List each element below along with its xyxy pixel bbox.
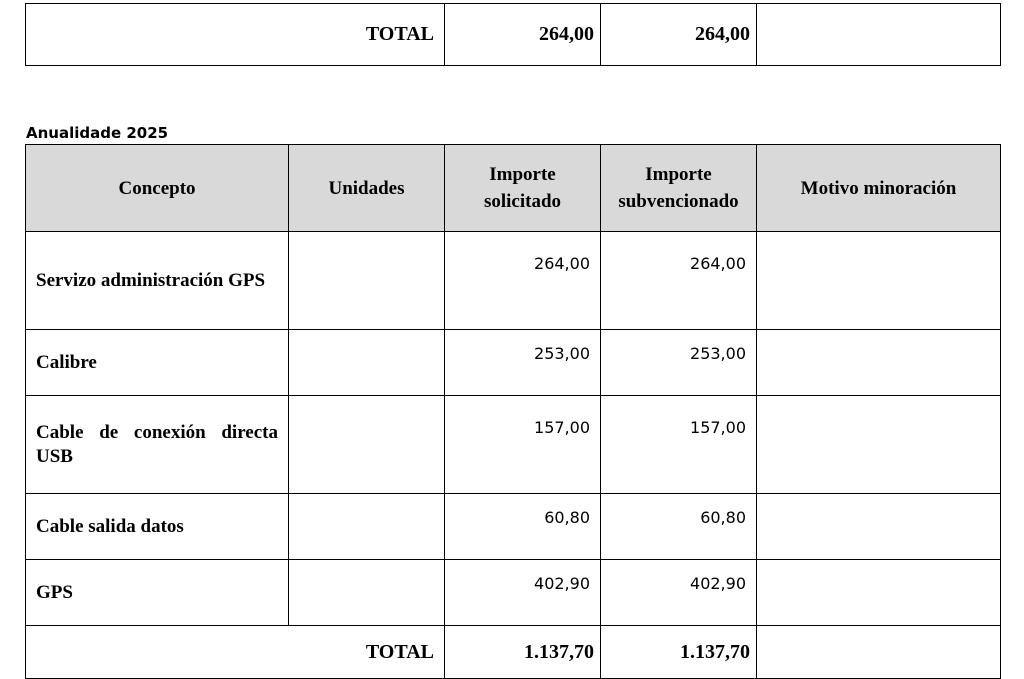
previous-total-solicitado: 264,00 <box>445 4 601 66</box>
table-row <box>26 232 1001 330</box>
table-row <box>26 560 1001 626</box>
previous-total-table <box>25 3 1001 66</box>
header-unidades: Unidades <box>289 145 445 232</box>
previous-total-motivo <box>757 4 1001 66</box>
section-title: Anualidade 2025 <box>26 124 169 142</box>
table-row <box>26 396 1001 494</box>
total-subvencionado: 1.137,70 <box>601 626 757 679</box>
row-motivo <box>757 560 1001 626</box>
header-motivo: Motivo minoración <box>757 145 1001 232</box>
row-concepto: Servizo administración GPS <box>26 232 289 330</box>
row-unidades <box>289 396 445 494</box>
row-concepto: Cable de conexión directa USB <box>26 396 289 494</box>
header-row <box>26 145 1001 232</box>
row-subvencionado: 253,00 <box>601 330 757 396</box>
table-row <box>26 494 1001 560</box>
previous-total-subvencionado: 264,00 <box>601 4 757 66</box>
annuity-table <box>25 144 1001 679</box>
previous-total-label: TOTAL <box>26 4 445 66</box>
row-subvencionado: 157,00 <box>601 396 757 494</box>
row-subvencionado: 60,80 <box>601 494 757 560</box>
row-concepto: Calibre <box>26 330 289 396</box>
row-unidades <box>289 232 445 330</box>
row-solicitado: 157,00 <box>445 396 601 494</box>
row-subvencionado: 264,00 <box>601 232 757 330</box>
row-solicitado: 264,00 <box>445 232 601 330</box>
row-unidades <box>289 330 445 396</box>
header-concepto: Concepto <box>26 145 289 232</box>
total-motivo <box>757 626 1001 679</box>
table-row <box>26 330 1001 396</box>
row-motivo <box>757 396 1001 494</box>
row-subvencionado: 402,90 <box>601 560 757 626</box>
row-unidades <box>289 560 445 626</box>
header-importe-solicitado: Importe solicitado <box>445 145 601 232</box>
header-importe-subvencionado: Importe subvencionado <box>601 145 757 232</box>
row-motivo <box>757 330 1001 396</box>
row-concepto: Cable salida datos <box>26 494 289 560</box>
row-solicitado: 402,90 <box>445 560 601 626</box>
row-unidades <box>289 494 445 560</box>
row-solicitado: 60,80 <box>445 494 601 560</box>
total-label: TOTAL <box>26 626 445 679</box>
total-solicitado: 1.137,70 <box>445 626 601 679</box>
row-motivo <box>757 232 1001 330</box>
total-row <box>26 626 1001 679</box>
row-concepto: GPS <box>26 560 289 626</box>
previous-total-row <box>26 4 1001 66</box>
row-motivo <box>757 494 1001 560</box>
row-solicitado: 253,00 <box>445 330 601 396</box>
